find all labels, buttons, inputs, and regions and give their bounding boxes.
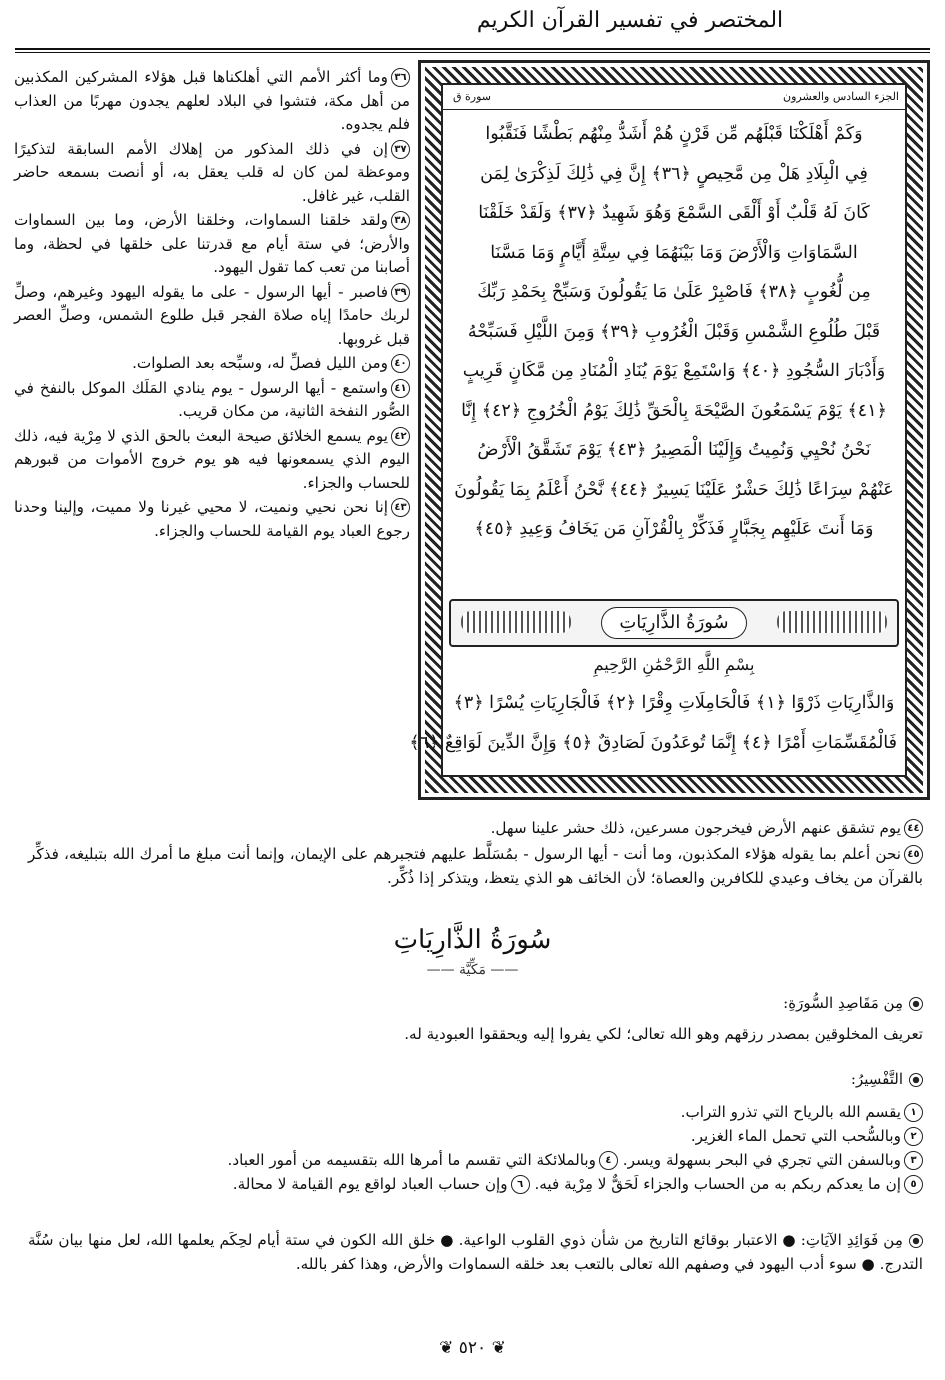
mushaf-frame: [409, 60, 930, 800]
verse-number-badge: ٤٢: [391, 427, 410, 446]
tafsir-heading: التَّفْسِيرُ:: [851, 1070, 923, 1088]
quran-line: مِن لُّغُوبٍ ﴿٣٨﴾ فَاصْبِرْ عَلَىٰ مَا يَقُولُونَ وَسَبِّحْ بِحَمْدِ رَبِّكَ: [477, 282, 871, 302]
benefits-text: ● الاعتبار بوقائع التاريخ من شأن ذوي القلوب الواعية. ● خلق الله الكون في ستة أيام لحِكَم يعلمها الله، لعل منها بيان سُنَّة التدرج. ● سوء أدب اليهود في وصفهم الله تعالى بالتعب بعد خلقه السماوات والأرض، وهذا كفر بالله.: [28, 1231, 923, 1273]
verse-number-badge: ٢: [904, 1127, 923, 1146]
section-bullet-icon: [909, 997, 923, 1011]
tafsir-text: إنا نحن نحيي ونميت، لا محيي غيرنا ولا مميت، وإلينا وحدنا رجوع العباد يوم القيامة للحساب والجزاء.: [14, 498, 410, 540]
verse-number-badge: ٤٥: [904, 845, 923, 864]
page-header: [0, 0, 945, 62]
verse-number-badge: ٥: [904, 1175, 923, 1194]
tafsir-item: ٢وبالسُّحب التي تحمل الماء الغزير.: [28, 1124, 923, 1148]
banner-ornament-right: [777, 611, 887, 633]
tafsir-text: واستمع - أيها الرسول - يوم ينادي المَلَك الموكل بالنفخ في الصُّور النفخة الثانية، من مكان قريب.: [14, 378, 410, 420]
verse-number-badge: ٣٧: [391, 140, 410, 159]
quran-line: وَالذَّارِيَاتِ ذَرْوًا ﴿١﴾ فَالْحَامِلَاتِ وِقْرًا ﴿٢﴾ فَالْجَارِيَاتِ يُسْرًا ﴿٣﴾: [453, 693, 895, 713]
objectives-text: تعريف المخلوقين بمصدر رزقهم وهو الله تعالى؛ لكي يفروا إليه ويحققوا العبودية له.: [404, 1025, 923, 1043]
quran-line: قَبْلَ طُلُوعِ الشَّمْسِ وَقَبْلَ الْغُرُوبِ ﴿٣٩﴾ وَمِنَ اللَّيْلِ فَسَبِّحْهُ: [467, 321, 881, 342]
tafsir-entry: [14, 496, 410, 543]
tafsir-entry: [14, 425, 410, 496]
objectives-heading: مِن مَقَاصِدِ السُّورَةِ:: [783, 994, 923, 1012]
tafsir-item: ١يقسم الله بالرياح التي تذرو التراب.: [28, 1100, 923, 1124]
tafsir-list: [28, 1100, 923, 1196]
verse-number-badge: ٤٣: [391, 498, 410, 517]
tafsir-text: يوم تشقق عنهم الأرض فيخرجون مسرعين، ذلك حشر علينا سهل.: [490, 819, 901, 837]
tafsir-text: وما أكثر الأمم التي أهلكناها قبل هؤلاء المشركين المكذبين من أهل مكة، فتشوا في البلاد لعلهم يجدون مهربًا من العذاب فلم يجدوه.: [14, 68, 410, 133]
quran-line: وَمَا أَنتَ عَلَيْهِم بِجَبَّارٍ فَذَكِّرْ بِالْقُرْآنِ مَن يَخَافُ وَعِيدِ ﴿٤٥﴾: [474, 519, 874, 539]
tafsir-entry: [14, 281, 410, 352]
quran-line: فِي الْبِلَادِ هَلْ مِن مَّحِيصٍ ﴿٣٦﴾ إِنَّ فِي ذَٰلِكَ لَذِكْرَىٰ لِمَن: [480, 163, 868, 184]
verse-number-badge: ٤٤: [904, 819, 923, 838]
banner-ornament-left: [461, 611, 571, 633]
basmala: بِسْمِ اللَّهِ الرَّحْمَٰنِ الرَّحِيمِ: [593, 655, 755, 674]
quran-line: ﴿٤١﴾ يَوْمَ يَسْمَعُونَ الصَّيْحَةَ بِالْحَقِّ ذَٰلِكَ يَوْمُ الْخُرُوجِ ﴿٤٢﴾ إِنَّا: [461, 400, 887, 421]
tafsir-text: يوم يسمع الخلائق صيحة البعث بالحق الذي لا مِرْية فيه، ذلك اليوم الذي يسمعونها فيه هو يوم خروج الأموات من قبورهم للحساب والجزاء.: [14, 426, 410, 492]
tafsir-text: نحن أعلم بما يقوله هؤلاء المكذبون، وما أنت - أيها الرسول - بمُسَلَّط عليهم فتجبرهم على الإيمان، وإنما أنت مبلغ ما أمرك الله بتبليغه، فذكِّر بالقرآن من يخاف وعيدي للكافرين والعصاة؛ لأن الخائف هو الذي يتعظ، ويتذكر إذا ذُكِّر.: [28, 845, 923, 887]
quran-text-qaf: [451, 115, 897, 550]
tafsir-entry: [14, 66, 410, 137]
verse-number-badge: ٤١: [391, 379, 410, 398]
quran-line: عَنْهُمْ سِرَاعًا ذَٰلِكَ حَشْرٌ عَلَيْنَا يَسِيرٌ ﴿٤٤﴾ نَّحْنُ أَعْلَمُ بِمَا يَقُولُونَ: [454, 479, 894, 500]
sura-revelation-type: —— مَكِّيَّة ——: [426, 962, 519, 978]
sura-title: سُورَةُ الذَّارِيَاتِ: [393, 925, 552, 955]
verse-number-badge: ٣٩: [391, 283, 410, 302]
section-bullet-icon: [909, 1073, 923, 1087]
book-title: المختصر في تفسير القرآن الكريم: [476, 8, 784, 33]
quran-line: وَكَمْ أَهْلَكْنَا قَبْلَهُم مِّن قَرْنٍ هُمْ أَشَدُّ مِنْهُم بَطْشًا فَنَقَّبُوا: [485, 124, 863, 144]
juz-label: الجزء السادس والعشرون: [783, 90, 899, 103]
verse-number-badge: ٤٠: [391, 354, 410, 373]
tafsir-wide-44: [28, 816, 923, 840]
tafsir-item: ٥إن ما يعدكم ربكم به من الحساب والجزاء لَحَقٌّ لا مِرْية فيه. ٦وإن حساب العباد لواقع يوم القيامة لا محالة.: [28, 1172, 923, 1196]
page-footer: [0, 1338, 945, 1358]
tafsir-column: [14, 66, 410, 544]
tafsir-item: ٣وبالسفن التي تجري في البحر بسهولة ويسر. ٤وبالملائكة التي تقسم ما أمرها الله بتقسيمه من أمور العباد.: [28, 1148, 923, 1172]
tafsir-text: فاصبر - أيها الرسول - على ما يقوله اليهود وغيرهم، وصلِّ لربك حامدًا إياه صلاة الفجر قبل طلوع الشمس، وصلِّ العصر قبل غروبها.: [14, 282, 410, 348]
banner-sura-title: سُورَةُ الذَّارِيَاتِ: [601, 607, 747, 639]
header-divider-thin: [15, 52, 930, 53]
mushaf-page-header: [443, 85, 905, 110]
section-bullet-icon: [909, 1234, 923, 1248]
tafsir-entry: [14, 209, 410, 280]
tafsir-entry: [14, 352, 410, 376]
quran-line: وَأَدْبَارَ السُّجُودِ ﴿٤٠﴾ وَاسْتَمِعْ يَوْمَ يُنَادِ الْمُنَادِ مِن مَّكَانٍ قَرِيبٍ: [462, 361, 886, 381]
tafsir-text: ومن الليل فصلِّ له، وسبِّحه بعد الصلوات.: [132, 354, 388, 372]
sura-banner: [449, 599, 899, 647]
verse-number-badge: ٦: [511, 1175, 530, 1194]
quran-text-dhariyat: [409, 683, 897, 763]
sura-label: سورة ق: [453, 90, 492, 103]
verse-number-badge: ٣٨: [391, 211, 410, 230]
quran-line: كَانَ لَهُ قَلْبٌ أَوْ أَلْقَى السَّمْعَ وَهُوَ شَهِيدٌ ﴿٣٧﴾ وَلَقَدْ خَلَقْنَا: [478, 203, 870, 223]
benefits-heading: مِن فَوَائِدِ الآيَاتِ:: [800, 1231, 903, 1249]
verse-number-badge: ٣٦: [391, 68, 410, 87]
verse-number-badge: ٣: [904, 1151, 923, 1170]
tafsir-wide-45: [28, 842, 923, 890]
benefits-block: [28, 1228, 923, 1276]
page-number: ٥٢٠: [458, 1338, 487, 1358]
mushaf-page: [409, 83, 907, 777]
header-divider: [15, 48, 930, 50]
tafsir-entry: [14, 377, 410, 424]
quran-line: نَحْنُ نُحْيِي وَنُمِيتُ وَإِلَيْنَا الْمَصِيرُ ﴿٤٣﴾ يَوْمَ تَشَقَّقُ الْأَرْضُ: [477, 440, 871, 460]
footer-ornament-left: ❦: [491, 1338, 506, 1358]
quran-line: فَالْمُقَسِّمَاتِ أَمْرًا ﴿٤﴾ إِنَّمَا تُوعَدُونَ لَصَادِقٌ ﴿٥﴾ وَإِنَّ الدِّينَ لَوَاقِعٌ ﴿٦﴾: [409, 733, 897, 753]
verse-number-badge: ٤: [599, 1151, 618, 1170]
tafsir-entry: [14, 138, 410, 209]
footer-ornament-right: ❦: [439, 1338, 454, 1358]
tafsir-text: ولقد خلقنا السماوات، وخلقنا الأرض، وما بين السماوات والأرض؛ في ستة أيام مع قدرتنا على خلقها في لحظة، وما أصابنا من تعب كما تقول اليهود.: [14, 211, 410, 276]
tafsir-text: إن في ذلك المذكور من إهلاك الأمم السابقة لتذكيرًا وموعظة لمن كان له قلب يعقل به، أو أنصت بسمعه حاضر القلب، غير غافل.: [14, 139, 410, 205]
verse-number-badge: ١: [904, 1103, 923, 1122]
quran-line: السَّمَاوَاتِ وَالْأَرْضَ وَمَا بَيْنَهُمَا فِي سِتَّةِ أَيَّامٍ وَمَا مَسَّنَا: [490, 242, 858, 263]
